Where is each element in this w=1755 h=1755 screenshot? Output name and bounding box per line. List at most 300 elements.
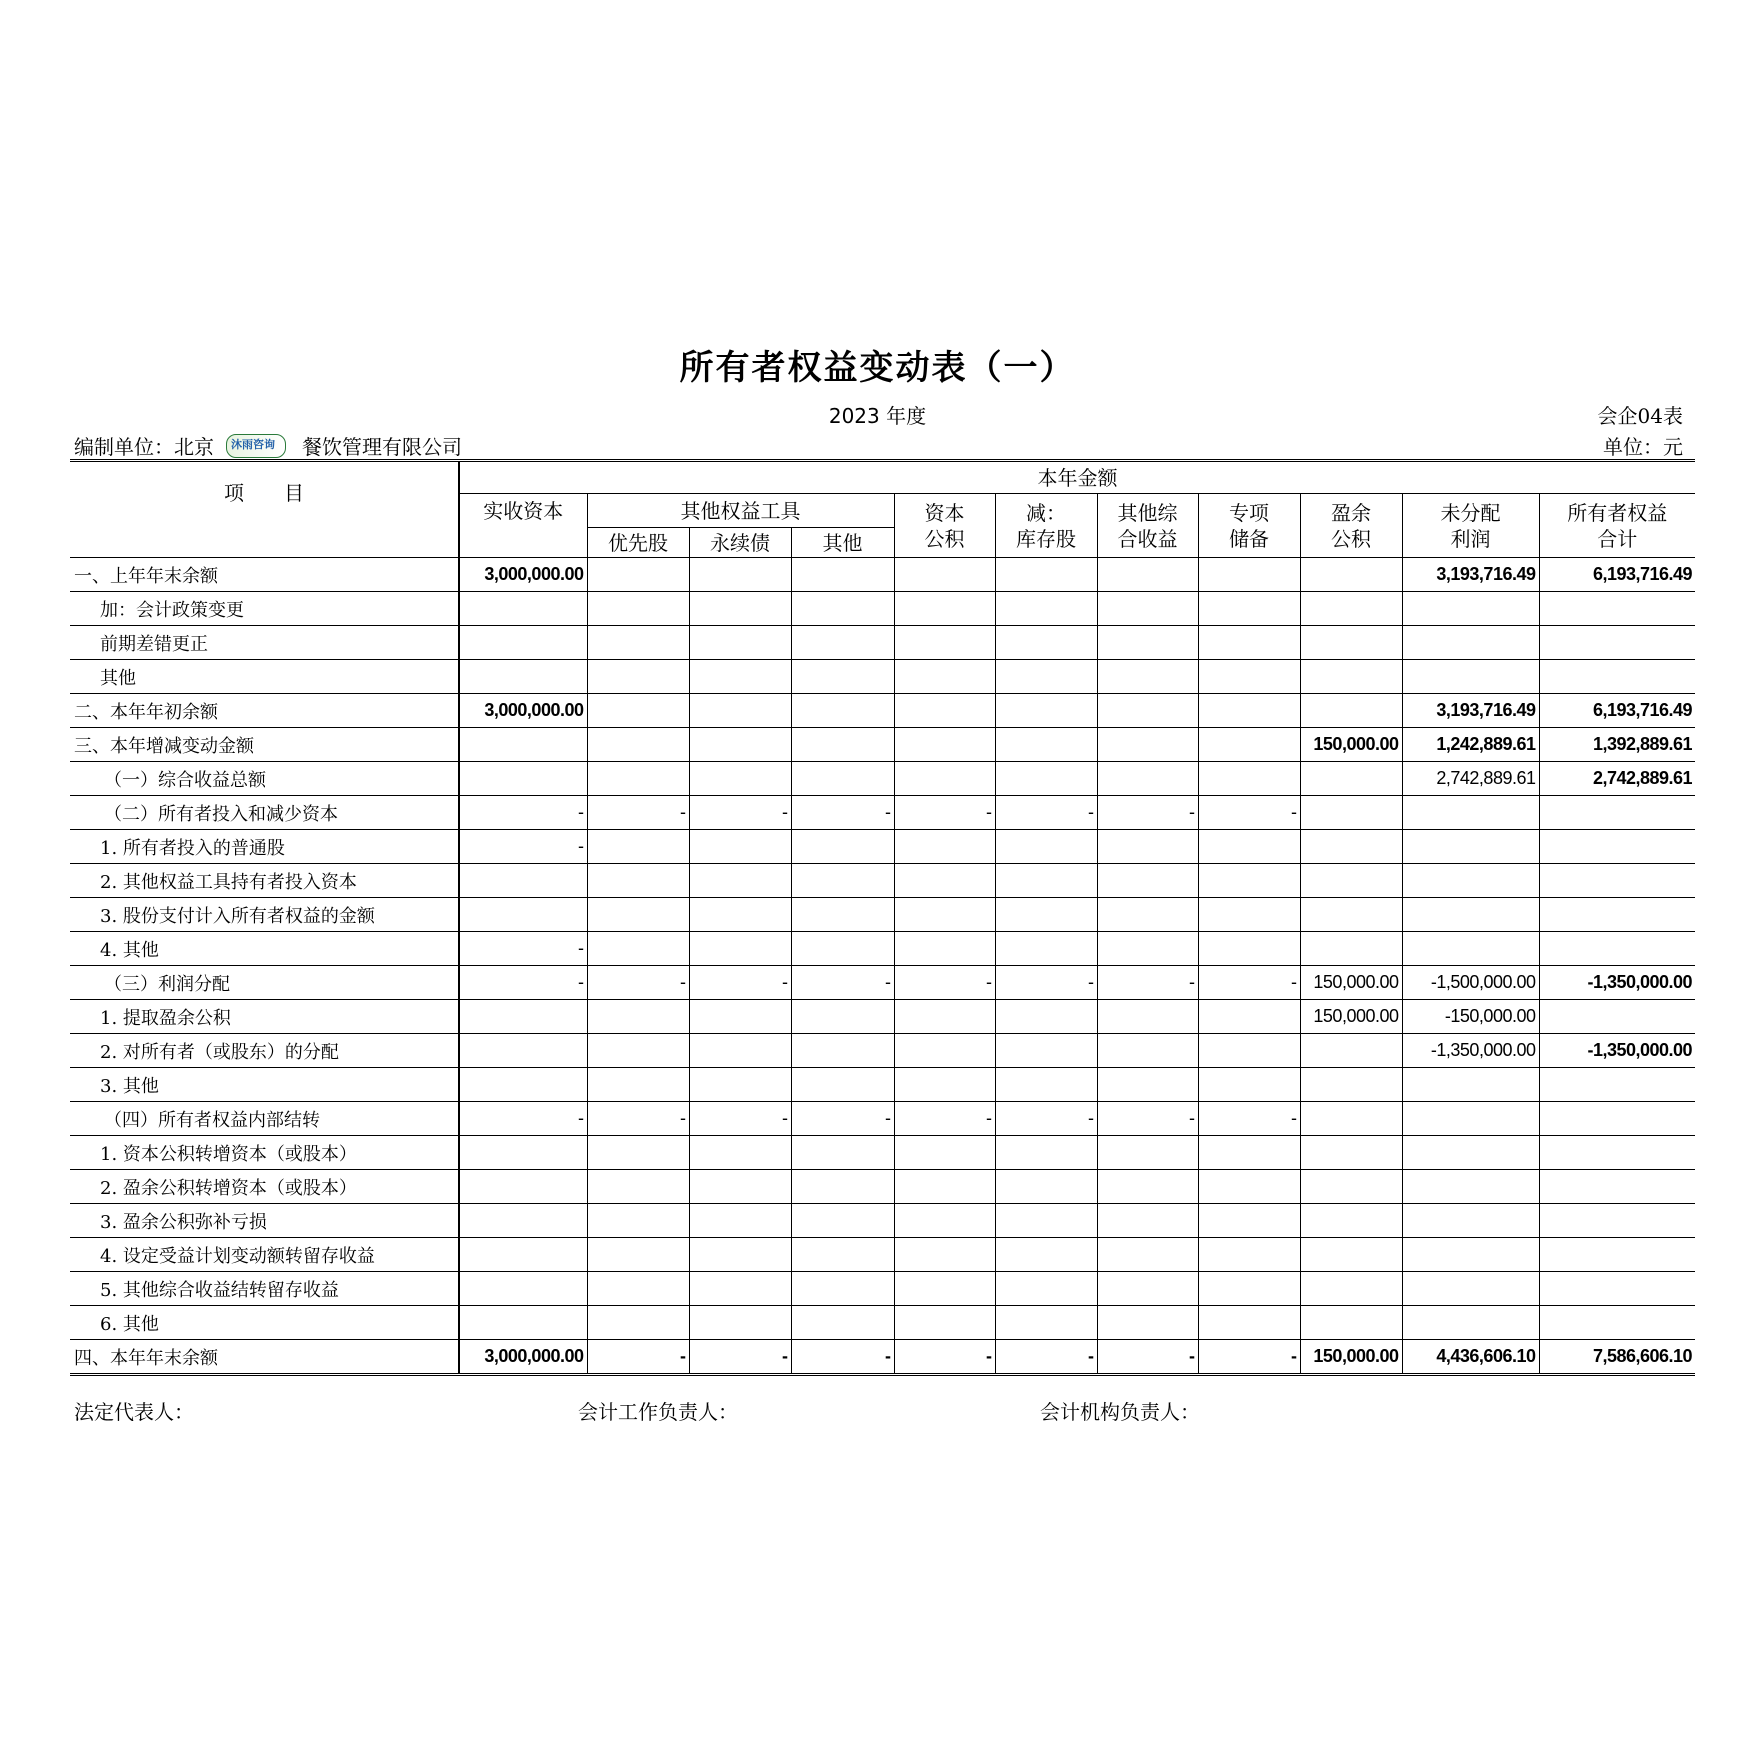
- row-cell: [894, 1204, 995, 1238]
- row-label: 其他: [70, 660, 459, 694]
- row-cell: [689, 898, 791, 932]
- row-label: 一、上年年末余额: [70, 558, 459, 592]
- row-cell: [689, 932, 791, 966]
- row-cell: [894, 864, 995, 898]
- row-cell: [1198, 864, 1300, 898]
- row-cell: [1402, 796, 1539, 830]
- row-cell: 6,193,716.49: [1539, 694, 1695, 728]
- row-cell: [1539, 1204, 1695, 1238]
- page-title: 所有者权益变动表（一）: [679, 348, 1076, 388]
- row-cell: [587, 1034, 689, 1068]
- row-cell: -: [894, 1340, 995, 1375]
- row-cell: [995, 1306, 1097, 1340]
- row-cell: -: [689, 1340, 791, 1375]
- row-cell: [1402, 1102, 1539, 1136]
- row-cell: -: [995, 796, 1097, 830]
- row-cell: [791, 694, 894, 728]
- row-label: （三）利润分配: [70, 966, 459, 1000]
- row-cell: [459, 898, 587, 932]
- table-row: [70, 626, 1695, 660]
- row-cell: [1539, 1000, 1695, 1034]
- row-cell: 7,586,606.10: [1539, 1340, 1695, 1375]
- row-cell: -1,350,000.00: [1539, 966, 1695, 1000]
- row-cell: -: [459, 932, 587, 966]
- row-cell: [1539, 1102, 1695, 1136]
- row-cell: [459, 626, 587, 660]
- row-cell: [459, 1170, 587, 1204]
- row-cell: [1198, 1000, 1300, 1034]
- row-cell: -: [587, 1340, 689, 1375]
- row-cell: [791, 558, 894, 592]
- table-row: [70, 1034, 1695, 1068]
- row-label: 4. 设定受益计划变动额转留存收益: [70, 1238, 459, 1272]
- row-cell: [1198, 898, 1300, 932]
- row-cell: [1300, 898, 1402, 932]
- row-cell: [459, 1272, 587, 1306]
- row-cell: [689, 1034, 791, 1068]
- row-cell: -: [459, 1102, 587, 1136]
- row-cell: [791, 660, 894, 694]
- row-cell: [587, 932, 689, 966]
- row-cell: [689, 1136, 791, 1170]
- row-cell: [791, 762, 894, 796]
- row-cell: [689, 1000, 791, 1034]
- row-cell: [1198, 1306, 1300, 1340]
- row-cell: [587, 694, 689, 728]
- row-cell: [1300, 1238, 1402, 1272]
- row-cell: [689, 1306, 791, 1340]
- row-cell: [1198, 1170, 1300, 1204]
- row-cell: [894, 1034, 995, 1068]
- row-cell: [689, 864, 791, 898]
- header-total-equity: 所有者权益 合计: [1539, 494, 1695, 558]
- row-cell: [995, 558, 1097, 592]
- table-row: [70, 1068, 1695, 1102]
- row-cell: [1539, 1068, 1695, 1102]
- row-label: 加：会计政策变更: [70, 592, 459, 626]
- row-cell: [791, 1170, 894, 1204]
- row-cell: -: [459, 796, 587, 830]
- row-cell: [1300, 830, 1402, 864]
- row-cell: [1539, 1272, 1695, 1306]
- row-cell: [1198, 660, 1300, 694]
- row-cell: -1,500,000.00: [1402, 966, 1539, 1000]
- row-cell: [894, 694, 995, 728]
- row-cell: -: [1198, 796, 1300, 830]
- table-row: [70, 1238, 1695, 1272]
- row-cell: [1300, 796, 1402, 830]
- row-cell: [894, 728, 995, 762]
- row-cell: [1539, 1136, 1695, 1170]
- row-cell: -: [995, 1340, 1097, 1375]
- accounting-work-head: 会计工作负责人：: [578, 1400, 738, 1424]
- row-cell: [995, 1136, 1097, 1170]
- row-cell: [1300, 932, 1402, 966]
- row-cell: [1402, 932, 1539, 966]
- row-cell: [1097, 932, 1198, 966]
- row-label: 1. 所有者投入的普通股: [70, 830, 459, 864]
- row-cell: [1198, 1136, 1300, 1170]
- row-label: 3. 股份支付计入所有者权益的金额: [70, 898, 459, 932]
- table-row: [70, 728, 1695, 762]
- row-cell: [1300, 660, 1402, 694]
- row-cell: [894, 592, 995, 626]
- row-cell: [459, 864, 587, 898]
- row-cell: [459, 1068, 587, 1102]
- row-cell: [1097, 1000, 1198, 1034]
- row-cell: [1198, 830, 1300, 864]
- row-cell: [587, 728, 689, 762]
- table-row: [70, 1102, 1695, 1136]
- row-cell: [1097, 1068, 1198, 1102]
- header-item: 项 目: [70, 461, 459, 558]
- row-cell: [587, 1306, 689, 1340]
- row-cell: 150,000.00: [1300, 966, 1402, 1000]
- row-cell: -: [1198, 1102, 1300, 1136]
- row-cell: 3,000,000.00: [459, 558, 587, 592]
- row-cell: [1402, 864, 1539, 898]
- row-cell: [1198, 1034, 1300, 1068]
- row-cell: [1198, 1238, 1300, 1272]
- row-cell: 3,000,000.00: [459, 694, 587, 728]
- row-cell: [689, 626, 791, 660]
- row-cell: [1402, 660, 1539, 694]
- row-cell: [1198, 592, 1300, 626]
- row-label: 5. 其他综合收益结转留存收益: [70, 1272, 459, 1306]
- table-row: [70, 694, 1695, 728]
- row-cell: [459, 1238, 587, 1272]
- row-cell: -: [791, 796, 894, 830]
- row-cell: [1300, 864, 1402, 898]
- row-cell: [791, 864, 894, 898]
- row-cell: [1097, 1034, 1198, 1068]
- row-cell: [894, 626, 995, 660]
- row-cell: [689, 728, 791, 762]
- row-cell: [1198, 626, 1300, 660]
- table-row: [70, 830, 1695, 864]
- row-cell: [1198, 1272, 1300, 1306]
- row-cell: -: [791, 966, 894, 1000]
- row-cell: [995, 694, 1097, 728]
- header-surplus-reserve: 盈余 公积: [1300, 494, 1402, 558]
- currency-unit: 单位：元: [1603, 435, 1683, 459]
- row-cell: [587, 660, 689, 694]
- row-cell: [894, 558, 995, 592]
- row-cell: [995, 1204, 1097, 1238]
- row-cell: [995, 1068, 1097, 1102]
- unit-label: 编制单位：北京: [74, 435, 214, 459]
- row-cell: -: [1198, 1340, 1300, 1375]
- row-cell: [1402, 592, 1539, 626]
- row-cell: [459, 660, 587, 694]
- row-cell: [1300, 1306, 1402, 1340]
- row-cell: [1198, 694, 1300, 728]
- row-cell: [1539, 932, 1695, 966]
- row-cell: [1097, 558, 1198, 592]
- row-cell: -: [587, 966, 689, 1000]
- table-row: [70, 762, 1695, 796]
- row-cell: 3,000,000.00: [459, 1340, 587, 1375]
- row-cell: [791, 592, 894, 626]
- row-cell: [1402, 1272, 1539, 1306]
- row-cell: [791, 898, 894, 932]
- header-oci: 其他综 合收益: [1097, 494, 1198, 558]
- row-cell: [689, 1204, 791, 1238]
- row-cell: 1,392,889.61: [1539, 728, 1695, 762]
- row-cell: [995, 1272, 1097, 1306]
- table-row: [70, 932, 1695, 966]
- row-cell: [791, 1238, 894, 1272]
- row-cell: [459, 1034, 587, 1068]
- row-cell: -: [894, 1102, 995, 1136]
- row-cell: [995, 728, 1097, 762]
- row-cell: [689, 1238, 791, 1272]
- row-cell: [894, 1000, 995, 1034]
- table-row: [70, 1306, 1695, 1340]
- row-cell: [1097, 660, 1198, 694]
- row-cell: -: [995, 966, 1097, 1000]
- row-cell: [894, 1170, 995, 1204]
- row-cell: -: [689, 1102, 791, 1136]
- row-cell: [1198, 1068, 1300, 1102]
- row-cell: [459, 1204, 587, 1238]
- row-cell: [1097, 1306, 1198, 1340]
- row-cell: [459, 1136, 587, 1170]
- row-cell: [459, 762, 587, 796]
- row-cell: -: [459, 830, 587, 864]
- row-cell: 3,193,716.49: [1402, 558, 1539, 592]
- table-row: [70, 592, 1695, 626]
- row-cell: [894, 1238, 995, 1272]
- table-row: [70, 966, 1695, 1000]
- row-cell: [1198, 1204, 1300, 1238]
- table-row: [70, 1204, 1695, 1238]
- row-cell: [587, 626, 689, 660]
- row-label: （一）综合收益总额: [70, 762, 459, 796]
- row-cell: [791, 1272, 894, 1306]
- row-cell: [1402, 1068, 1539, 1102]
- row-cell: [1097, 1136, 1198, 1170]
- row-cell: [1300, 762, 1402, 796]
- row-cell: -: [894, 796, 995, 830]
- row-cell: [791, 830, 894, 864]
- row-cell: [1300, 626, 1402, 660]
- row-cell: [689, 660, 791, 694]
- row-cell: [995, 1170, 1097, 1204]
- row-cell: [689, 592, 791, 626]
- row-cell: [1097, 762, 1198, 796]
- row-label: 6. 其他: [70, 1306, 459, 1340]
- row-cell: [1300, 592, 1402, 626]
- row-cell: [1402, 1306, 1539, 1340]
- row-cell: [689, 762, 791, 796]
- row-cell: [894, 1306, 995, 1340]
- row-label: 2. 其他权益工具持有者投入资本: [70, 864, 459, 898]
- row-cell: [995, 898, 1097, 932]
- row-label: 二、本年年初余额: [70, 694, 459, 728]
- row-cell: -: [1097, 1102, 1198, 1136]
- row-cell: [1402, 626, 1539, 660]
- row-cell: [459, 1306, 587, 1340]
- row-cell: [1402, 1204, 1539, 1238]
- row-cell: -: [459, 966, 587, 1000]
- row-cell: 2,742,889.61: [1402, 762, 1539, 796]
- row-cell: [587, 592, 689, 626]
- row-cell: [689, 558, 791, 592]
- row-cell: [587, 1272, 689, 1306]
- row-cell: [587, 830, 689, 864]
- row-cell: [894, 762, 995, 796]
- header-undistributed-profit: 未分配 利润: [1402, 494, 1539, 558]
- row-cell: [1539, 626, 1695, 660]
- row-cell: [894, 1136, 995, 1170]
- row-cell: [791, 1068, 894, 1102]
- row-cell: [1539, 830, 1695, 864]
- header-perpetual-bond: 永续债: [689, 528, 791, 558]
- row-cell: [1097, 694, 1198, 728]
- row-cell: [587, 1000, 689, 1034]
- row-cell: [1097, 1170, 1198, 1204]
- row-cell: [587, 558, 689, 592]
- row-cell: [1539, 796, 1695, 830]
- row-cell: [1300, 1204, 1402, 1238]
- row-label: 四、本年年末余额: [70, 1340, 459, 1375]
- row-cell: [459, 1000, 587, 1034]
- row-cell: -: [894, 966, 995, 1000]
- row-cell: [459, 592, 587, 626]
- row-cell: [1539, 660, 1695, 694]
- row-cell: [1300, 1272, 1402, 1306]
- table-row: [70, 660, 1695, 694]
- row-cell: [894, 660, 995, 694]
- row-cell: [1097, 592, 1198, 626]
- row-cell: [1539, 592, 1695, 626]
- row-cell: -: [587, 1102, 689, 1136]
- row-cell: [1402, 898, 1539, 932]
- row-label: 1. 资本公积转增资本（或股本）: [70, 1136, 459, 1170]
- row-label: 4. 其他: [70, 932, 459, 966]
- form-code: 会企04表: [1597, 404, 1683, 428]
- row-cell: -150,000.00: [1402, 1000, 1539, 1034]
- row-cell: [995, 830, 1097, 864]
- header-special-reserve: 专项 储备: [1198, 494, 1300, 558]
- row-cell: [1097, 728, 1198, 762]
- row-cell: [995, 762, 1097, 796]
- row-cell: [791, 1000, 894, 1034]
- row-cell: [791, 1136, 894, 1170]
- row-label: 1. 提取盈余公积: [70, 1000, 459, 1034]
- table-row: [70, 1136, 1695, 1170]
- row-cell: [1539, 1238, 1695, 1272]
- row-cell: [1300, 1170, 1402, 1204]
- row-cell: 150,000.00: [1300, 1340, 1402, 1375]
- header-other-equity-instruments: 其他权益工具: [587, 494, 894, 528]
- row-cell: [1402, 1170, 1539, 1204]
- row-label: 2. 对所有者（或股东）的分配: [70, 1034, 459, 1068]
- row-cell: 150,000.00: [1300, 1000, 1402, 1034]
- header-treasury-stock: 减： 库存股: [995, 494, 1097, 558]
- row-cell: 2,742,889.61: [1539, 762, 1695, 796]
- company-name: 餐饮管理有限公司: [302, 435, 462, 459]
- row-cell: -: [1198, 966, 1300, 1000]
- row-label: （二）所有者投入和减少资本: [70, 796, 459, 830]
- row-cell: [1539, 898, 1695, 932]
- row-cell: [689, 830, 791, 864]
- equity-change-table: [70, 459, 1695, 1376]
- table-row: [70, 796, 1695, 830]
- row-cell: [995, 864, 1097, 898]
- row-cell: [1300, 1034, 1402, 1068]
- table-row: [70, 1272, 1695, 1306]
- header-current-year: 本年金额: [459, 461, 1695, 494]
- row-cell: [1300, 694, 1402, 728]
- row-cell: [894, 932, 995, 966]
- row-cell: [1402, 1238, 1539, 1272]
- row-cell: [587, 1136, 689, 1170]
- header-capital-reserve: 资本 公积: [894, 494, 995, 558]
- row-cell: [995, 660, 1097, 694]
- row-cell: -: [1097, 966, 1198, 1000]
- compiling-unit: [74, 431, 462, 460]
- row-cell: [587, 1068, 689, 1102]
- row-cell: 6,193,716.49: [1539, 558, 1695, 592]
- row-cell: -: [995, 1102, 1097, 1136]
- row-cell: [1402, 1136, 1539, 1170]
- row-label: 3. 其他: [70, 1068, 459, 1102]
- row-cell: [791, 1204, 894, 1238]
- row-cell: [995, 932, 1097, 966]
- row-cell: -1,350,000.00: [1539, 1034, 1695, 1068]
- row-cell: [995, 592, 1097, 626]
- row-cell: -: [791, 1340, 894, 1375]
- header-preferred-stock: 优先股: [587, 528, 689, 558]
- row-cell: [1198, 932, 1300, 966]
- accounting-dept-head: 会计机构负责人：: [1040, 1400, 1200, 1424]
- row-cell: [1198, 558, 1300, 592]
- row-cell: -1,350,000.00: [1402, 1034, 1539, 1068]
- row-cell: [587, 1170, 689, 1204]
- row-cell: 3,193,716.49: [1402, 694, 1539, 728]
- row-cell: [587, 762, 689, 796]
- row-cell: -: [1097, 1340, 1198, 1375]
- row-cell: [894, 1068, 995, 1102]
- table-row: [70, 558, 1695, 592]
- row-label: （四）所有者权益内部结转: [70, 1102, 459, 1136]
- row-cell: [587, 864, 689, 898]
- row-cell: [1539, 1170, 1695, 1204]
- row-cell: [1300, 1068, 1402, 1102]
- table-row: [70, 1340, 1695, 1375]
- row-cell: [894, 830, 995, 864]
- row-cell: [995, 1000, 1097, 1034]
- row-cell: [1097, 830, 1198, 864]
- table-body: [70, 558, 1695, 1375]
- logo-text: 沐雨咨询: [231, 437, 275, 451]
- row-cell: 1,242,889.61: [1402, 728, 1539, 762]
- row-cell: 150,000.00: [1300, 728, 1402, 762]
- row-cell: [1539, 1306, 1695, 1340]
- header-paid-in-capital: 实收资本: [459, 494, 587, 558]
- row-cell: [1402, 830, 1539, 864]
- row-cell: -: [689, 796, 791, 830]
- row-cell: [1097, 864, 1198, 898]
- row-cell: [995, 1034, 1097, 1068]
- report-year: 2023 年度: [828, 404, 927, 428]
- row-cell: [587, 898, 689, 932]
- row-cell: [791, 1306, 894, 1340]
- row-cell: [791, 626, 894, 660]
- row-cell: [995, 626, 1097, 660]
